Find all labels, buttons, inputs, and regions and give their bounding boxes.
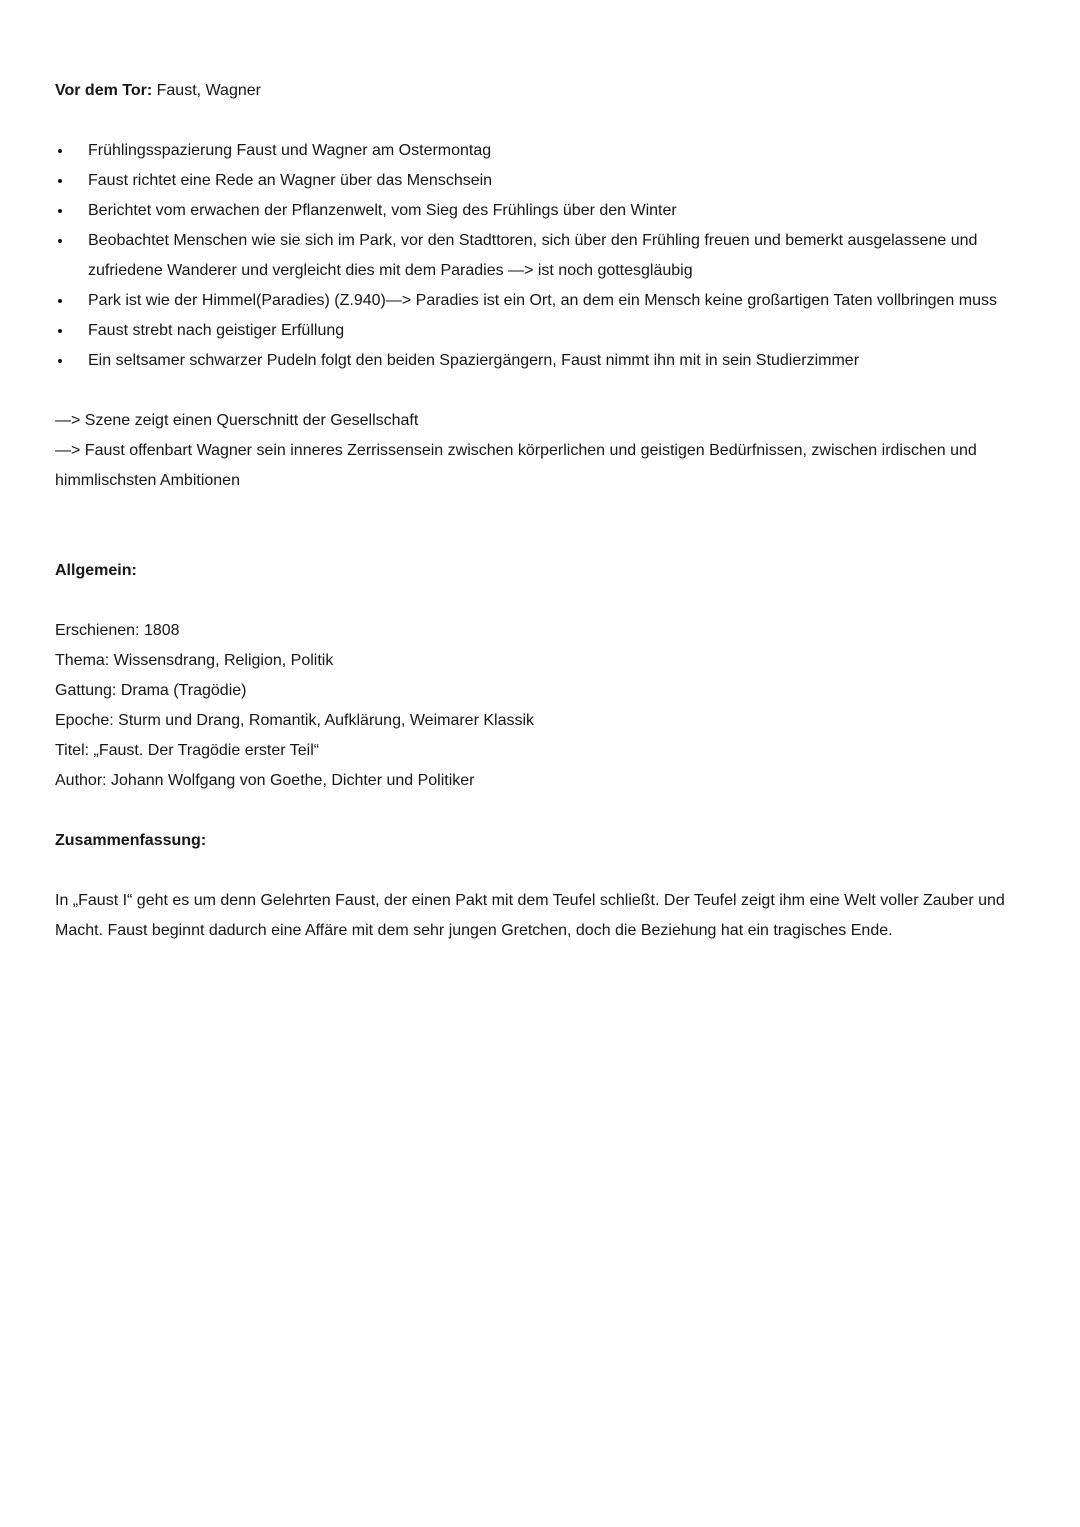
scene-bullet-item — [55, 286, 1015, 316]
general-fact-line — [55, 616, 1015, 646]
scene-bullet-list — [55, 136, 1015, 376]
scene-bullet-item — [55, 346, 1015, 376]
scene-bullet-item — [55, 226, 1015, 286]
scene-bullet-text: Beobachtet Menschen wie sie sich im Park, vor den Stadttoren, sich über den Frühling freuen und bemerkt ausgelassene und zufriedene Wanderer und vergleicht dies mit dem Paradies —> ist noch gottesgläubig — [88, 232, 978, 279]
scene-section — [55, 76, 1015, 496]
scene-heading — [55, 76, 1015, 106]
scene-conclusion-text: —> Szene zeigt einen Querschnitt der Gesellschaft — [55, 412, 419, 429]
general-fact-text: Titel: „Faust. Der Tragödie erster Teil“ — [55, 742, 320, 759]
scene-bullet-item — [55, 196, 1015, 226]
general-fact-text: Author: Johann Wolfgang von Goethe, Dichter und Politiker — [55, 772, 475, 789]
general-heading: Allgemein: — [55, 562, 137, 579]
general-fact-text: Erschienen: 1808 — [55, 622, 180, 639]
scene-conclusion-line — [55, 436, 1015, 496]
scene-bullet-item — [55, 136, 1015, 166]
scene-conclusions — [55, 406, 1015, 496]
general-facts-list — [55, 616, 1015, 796]
summary-heading: Zusammenfassung: — [55, 832, 207, 849]
scene-conclusion-text: —> Faust offenbart Wagner sein inneres Zerrissensein zwischen körperlichen und geistigen Bedürfnissen, zwischen irdischen und himmlischsten Ambitionen — [55, 442, 977, 489]
general-fact-line — [55, 706, 1015, 736]
scene-bullet-text: Ein seltsamer schwarzer Pudeln folgt den beiden Spaziergängern, Faust nimmt ihn mit in sein Studierzimmer — [88, 352, 860, 369]
scene-bullet-item — [55, 316, 1015, 346]
general-fact-line — [55, 676, 1015, 706]
general-fact-text: Thema: Wissensdrang, Religion, Politik — [55, 652, 334, 669]
summary-section — [55, 826, 1015, 946]
general-fact-text: Epoche: Sturm und Drang, Romantik, Aufklärung, Weimarer Klassik — [55, 712, 535, 729]
general-section — [55, 556, 1015, 796]
scene-bullet-text: Berichtet vom erwachen der Pflanzenwelt, vom Sieg des Frühlings über den Winter — [88, 202, 677, 219]
scene-conclusion-line — [55, 406, 1015, 436]
general-fact-line — [55, 646, 1015, 676]
scene-bullet-text: Frühlingsspazierung Faust und Wagner am Ostermontag — [88, 142, 492, 159]
scene-bullet-text: Faust strebt nach geistiger Erfüllung — [88, 322, 345, 339]
general-fact-line — [55, 766, 1015, 796]
scene-heading-title: Vor dem Tor: — [55, 82, 153, 99]
general-fact-text: Gattung: Drama (Tragödie) — [55, 682, 247, 699]
scene-bullet-text: Faust richtet eine Rede an Wagner über das Menschsein — [88, 172, 493, 189]
general-fact-line — [55, 736, 1015, 766]
scene-bullet-item — [55, 166, 1015, 196]
summary-paragraph: In „Faust I“ geht es um denn Gelehrten Faust, der einen Pakt mit dem Teufel schließt. Der Teufel zeigt ihm eine Welt voller Zauber und Macht. Faust beginnt dadurch eine Affäre mit dem sehr jungen Gretchen, doch die Beziehung hat ein tragisches Ende. — [55, 892, 1005, 939]
scene-heading-characters: Faust, Wagner — [152, 82, 261, 99]
scene-bullet-text: Park ist wie der Himmel(Paradies) (Z.940)—> Paradies ist ein Ort, an dem ein Mensch keine großartigen Taten vollbringen muss — [88, 292, 997, 309]
